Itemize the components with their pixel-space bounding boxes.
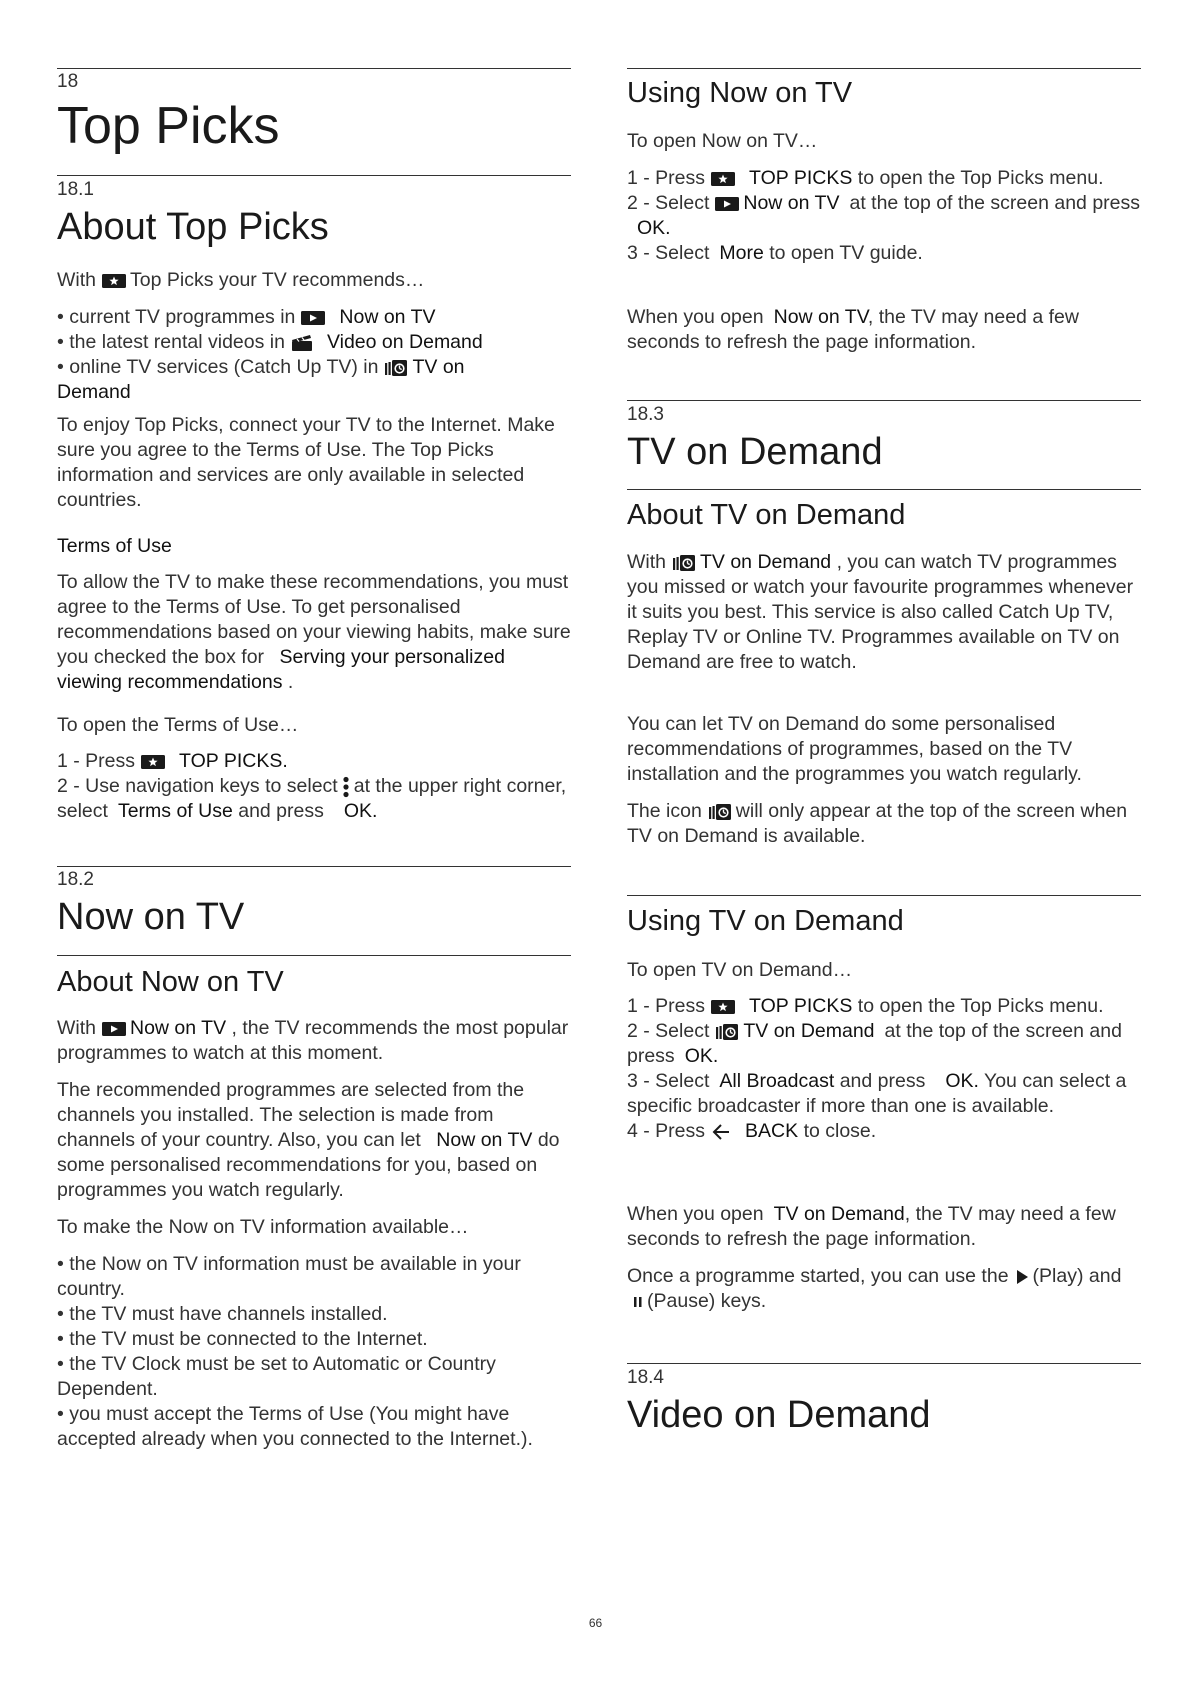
now-tv-intro: With Now on TV , the TV recommends the most popular programmes to watch at this moment.	[57, 1017, 569, 1064]
tv-on-demand-icon	[672, 554, 696, 572]
recommended-paragraph: The recommended programmes are selected from the channels you installed. The selection is made from channels of your country. Also, you can let Now on TV do some personalised recommendations for you, based on programmes you watch regularly.	[57, 1079, 560, 1201]
divider	[627, 400, 1141, 401]
requirements-list	[57, 1252, 571, 1452]
divider	[627, 895, 1141, 896]
step-item: 2 - Select Now on TV at the top of the screen and pressOK.	[627, 192, 1141, 239]
step-item: 3 - Select All Broadcast and press OK. You can select a specific broadcaster if more than one is available.	[627, 1070, 1127, 1117]
divider	[627, 489, 1141, 490]
list-item: • the TV Clock must be set to Automatic or Country Dependent.	[57, 1353, 496, 1400]
intro-paragraph: With Top Picks your TV recommends…	[57, 269, 425, 291]
section-number: 18.2	[57, 869, 94, 890]
when-open-now: When you open Now on TV, the TV may need a few seconds to refresh the page information.	[627, 306, 1079, 353]
pause-icon	[633, 1296, 643, 1308]
list-item: • the TV must be connected to the Internet.	[57, 1328, 428, 1350]
divider	[57, 68, 571, 69]
step-item: 1 - Press TOP PICKS to open the Top Picks menu.	[627, 995, 1104, 1017]
section-title: TV on Demand	[627, 431, 883, 473]
list-item: • you must accept the Terms of Use (You might have accepted already when you connected to the Internet.).	[57, 1403, 533, 1450]
playback-paragraph: Once a programme started, you can use the (Play) and (Pause) keys.	[627, 1265, 1122, 1312]
more-options-icon	[342, 776, 350, 798]
tvod-steps	[627, 994, 1141, 1144]
list-item: • current TV programmes in Now on TV	[57, 306, 436, 328]
when-open-tvod: When you open TV on Demand, the TV may need a few seconds to refresh the page information.	[627, 1203, 1116, 1250]
divider	[627, 68, 1141, 69]
divider	[57, 955, 571, 956]
list-item: • the latest rental videos in Video on Demand	[57, 331, 483, 353]
step-item: 2 - Use navigation keys to select at the upper right corner, select Terms of Use and press OK.	[57, 775, 567, 822]
icon-paragraph: The icon will only appear at the top of the screen when TV on Demand is available.	[627, 800, 1128, 847]
section-title: Now on TV	[57, 896, 245, 938]
top-picks-icon	[102, 273, 126, 289]
divider	[57, 175, 571, 176]
subsection-title: About TV on Demand	[627, 499, 906, 531]
open-tvod-text: To open TV on Demand…	[627, 959, 853, 981]
open-terms-text: To open the Terms of Use…	[57, 714, 299, 736]
chapter-number: 18	[57, 71, 79, 92]
top-picks-icon	[711, 999, 735, 1015]
tv-on-demand-icon	[715, 1023, 739, 1041]
open-now-text: To open Now on TV…	[627, 130, 818, 152]
enjoy-paragraph: To enjoy Top Picks, connect your TV to the Internet. Make sure you agree to the Terms of Use. The Top Picks information and services are only available in selected countries.	[57, 414, 555, 511]
back-arrow-icon	[711, 1123, 731, 1141]
page-number: 66	[588, 1616, 603, 1630]
step-item: 3 - Select More to open TV guide.	[627, 242, 923, 264]
terms-heading: Terms of Use	[57, 535, 172, 557]
step-item: 2 - Select TV on Demand at the top of the screen and press OK.	[627, 1020, 1122, 1067]
terms-paragraph: To allow the TV to make these recommendations, you must agree to the Terms of Use. To get personalised recommendations based on your viewing habits, make sure you checked the box for Serving your personalized viewing recommendations .	[57, 571, 571, 693]
top-picks-icon	[711, 171, 735, 187]
tvod-intro: With TV on Demand , you can watch TV programmes you missed or watch your favourite programmes whenever it suits you best. This service is also called Catch Up TV, Replay TV or Online TV. Programmes available on TV on Demand are free to watch.	[627, 551, 1134, 673]
make-available-text: To make the Now on TV information available…	[57, 1216, 469, 1238]
section-number: 18.3	[627, 404, 664, 425]
section-number: 18.4	[627, 1367, 664, 1388]
subsection-title: About Now on TV	[57, 966, 284, 998]
subsection-title: Using TV on Demand	[627, 905, 904, 937]
play-icon	[1015, 1269, 1029, 1285]
list-item: • online TV services (Catch Up TV) in TV on Demand	[57, 356, 465, 403]
subsection-title: Using Now on TV	[627, 77, 853, 109]
top-picks-icon	[141, 754, 165, 770]
section-title: Video on Demand	[627, 1394, 931, 1436]
section-title: About Top Picks	[57, 206, 329, 248]
step-item: 1 - Press TOP PICKS to open the Top Picks menu.	[627, 167, 1104, 189]
terms-steps	[57, 749, 571, 824]
section-number: 18.1	[57, 179, 94, 200]
chapter-title: Top Picks	[57, 97, 280, 155]
now-on-tv-icon	[102, 1021, 126, 1037]
now-on-tv-icon	[715, 196, 739, 212]
bullet-list	[57, 305, 571, 405]
step-item: 4 - Press BACK to close.	[627, 1120, 877, 1142]
clapperboard-icon	[291, 334, 313, 352]
tv-on-demand-icon	[384, 359, 408, 377]
personalised-paragraph: You can let TV on Demand do some personalised recommendations of programmes, based on the TV installation and the programmes you watch regularly.	[627, 713, 1082, 785]
now-on-tv-icon	[301, 310, 325, 326]
now-steps	[627, 166, 1141, 266]
list-item: • the Now on TV information must be available in your country.	[57, 1253, 521, 1300]
tv-on-demand-icon	[708, 803, 732, 821]
divider	[57, 866, 571, 867]
list-item: • the TV must have channels installed.	[57, 1303, 388, 1325]
divider	[627, 1363, 1141, 1364]
step-item: 1 - Press TOP PICKS.	[57, 750, 288, 772]
